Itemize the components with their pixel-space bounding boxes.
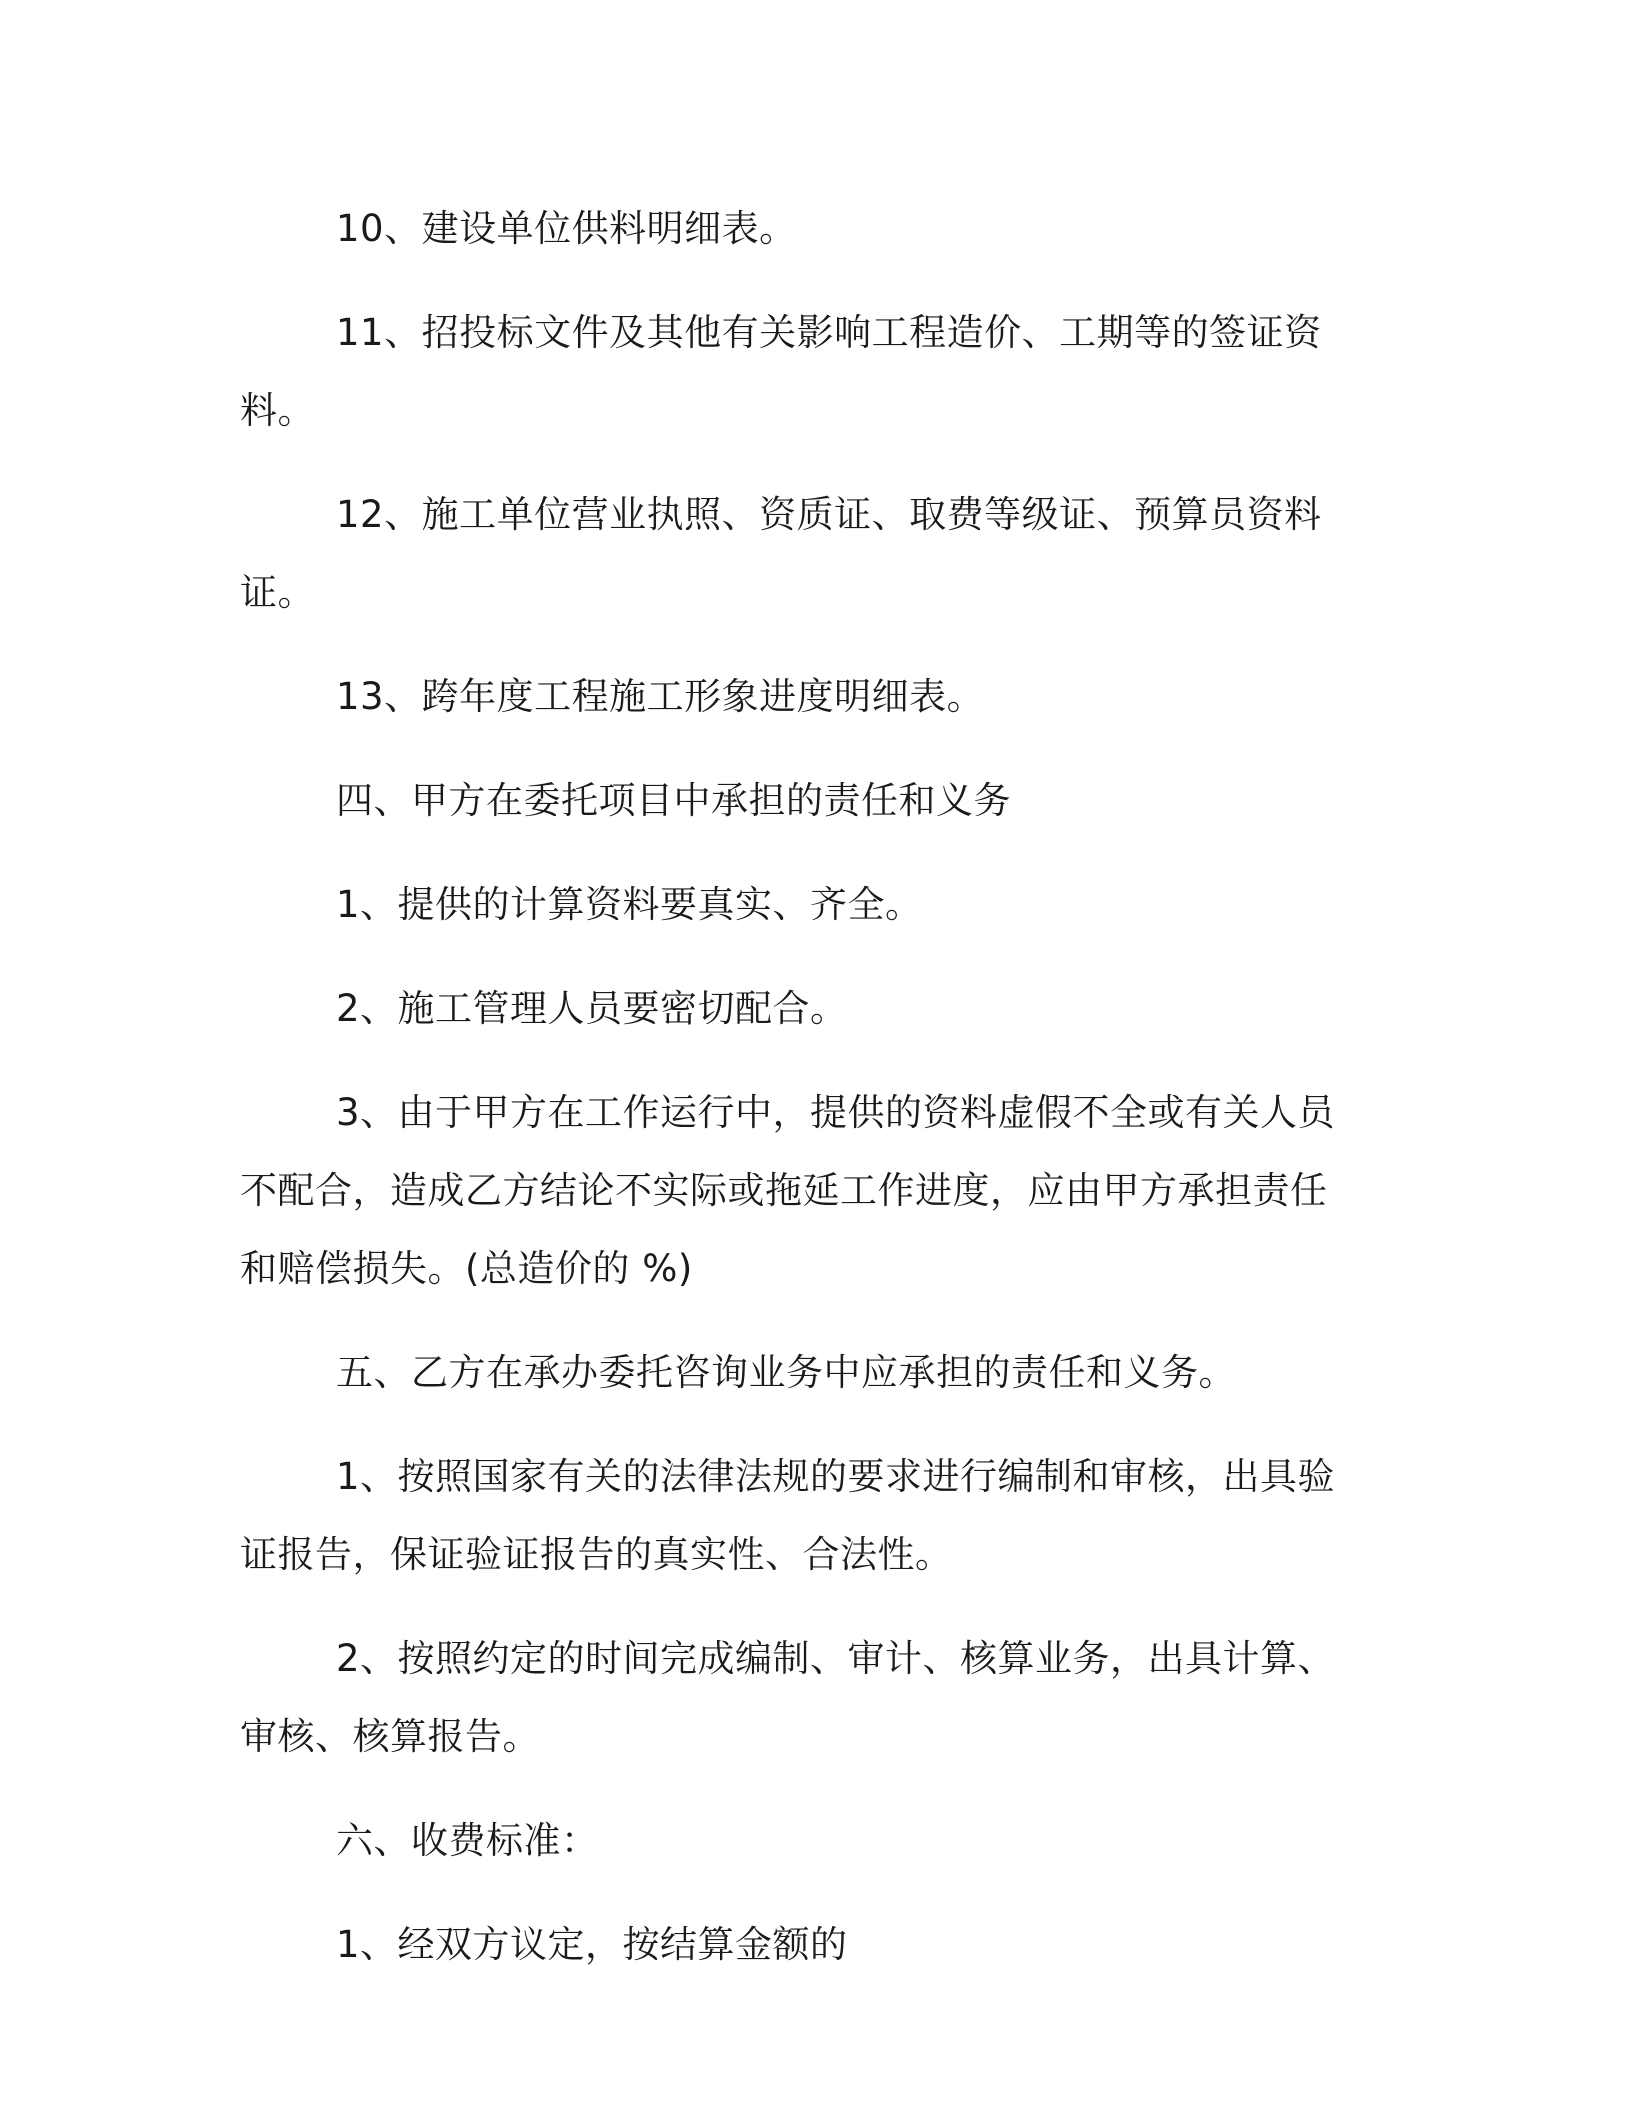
section6-item-1: 1、经双方议定，按结算金额的 — [336, 1923, 848, 1966]
section-heading-6: 六、收费标准： — [336, 1819, 599, 1862]
section5-item-2: 2、按照约定的时间完成编制、审计、核算业务，出具计算、审核、核算报告。 — [240, 1637, 1336, 1758]
section4-item-3: 3、由于甲方在工作运行中，提供的资料虚假不全或有关人员不配合，造成乙方结论不实际或拖延工作进度，应由甲方承担责任和赔偿损失。(总造价的 %) — [240, 1091, 1336, 1290]
section4-item-2: 2、施工管理人员要密切配合。 — [336, 987, 848, 1030]
list-item-12: 12、施工单位营业执照、资质证、取费等级证、预算员资料证。 — [240, 493, 1322, 614]
section-heading-4: 四、甲方在委托项目中承担的责任和义务 — [336, 779, 1011, 822]
section4-item-1: 1、提供的计算资料要真实、齐全。 — [336, 883, 923, 926]
list-item-10: 10、建设单位供料明细表。 — [336, 207, 797, 250]
section-heading-5: 五、乙方在承办委托咨询业务中应承担的责任和义务。 — [336, 1351, 1236, 1394]
section5-item-1: 1、按照国家有关的法律法规的要求进行编制和审核，出具验证报告，保证验证报告的真实性、合法性。 — [240, 1455, 1336, 1576]
document-body — [240, 190, 1360, 2010]
list-item-13: 13、跨年度工程施工形象进度明细表。 — [336, 675, 985, 718]
list-item-11: 11、招投标文件及其他有关影响工程造价、工期等的签证资料。 — [240, 311, 1322, 432]
